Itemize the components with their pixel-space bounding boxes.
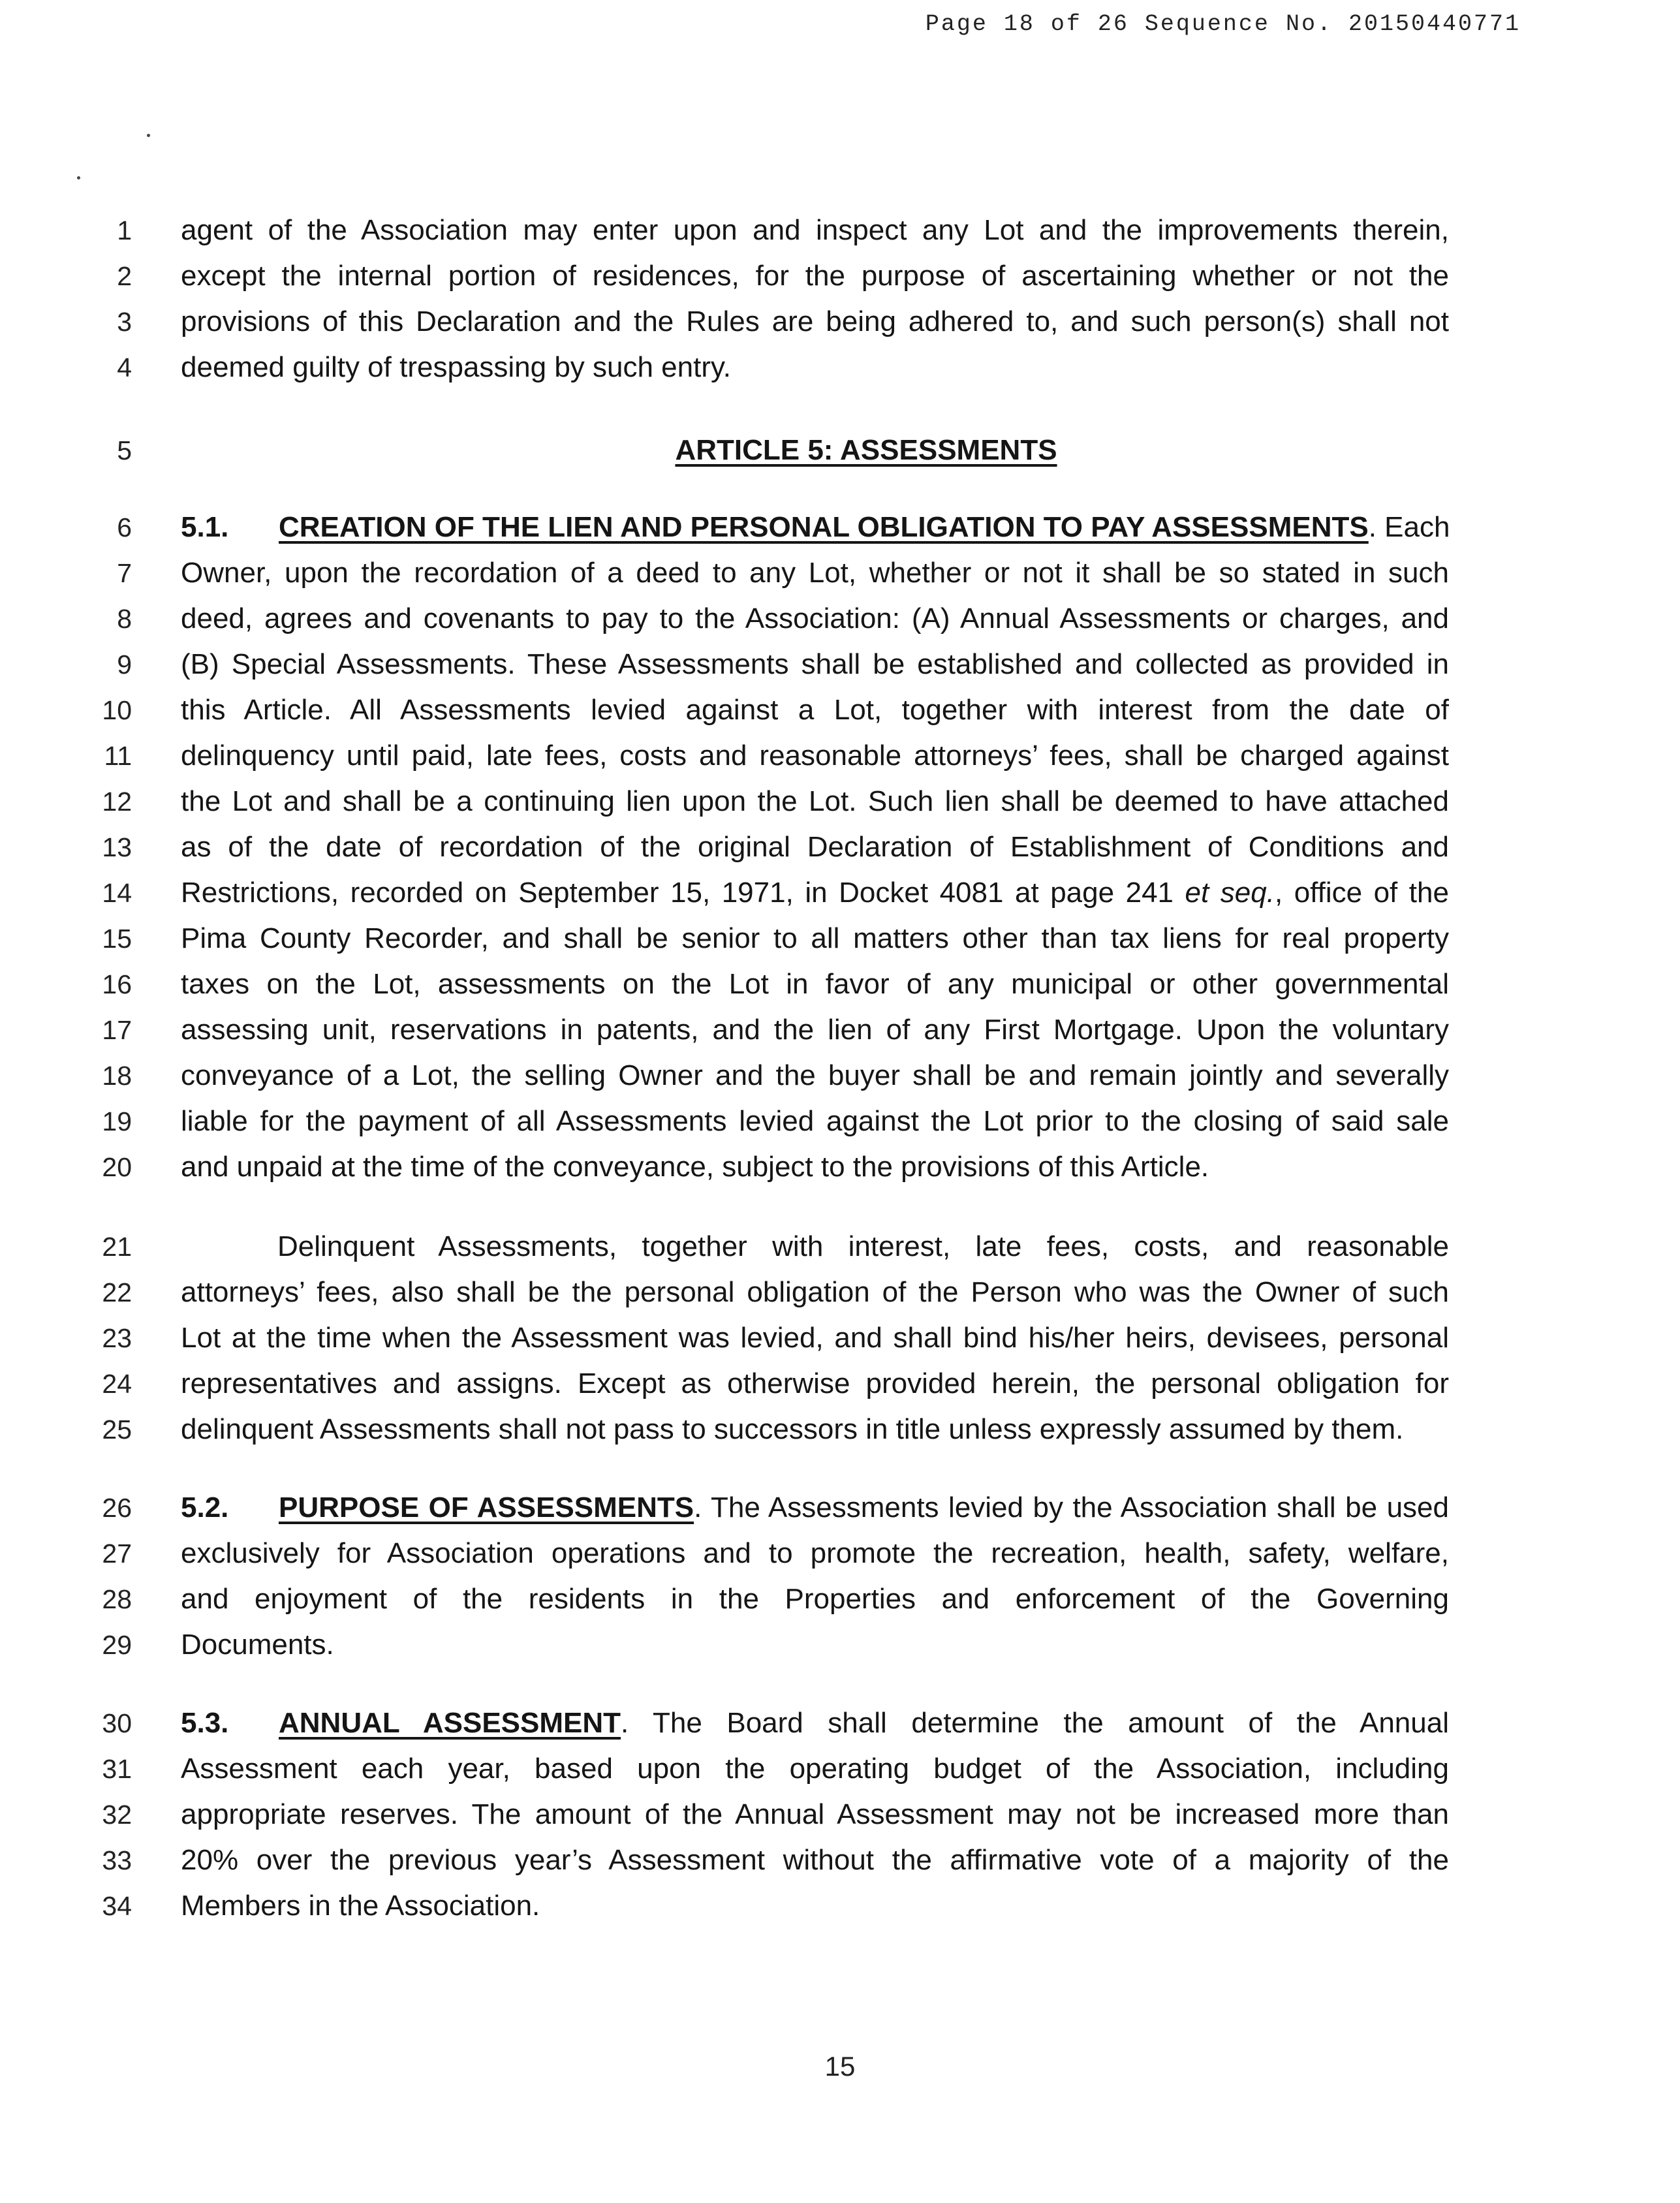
document-line [0, 1485, 1680, 1531]
line-text [181, 505, 1449, 550]
line-number: 23 [102, 1323, 132, 1353]
article-title: ARTICLE 5: ASSESSMENTS [675, 434, 1057, 466]
line-number: 24 [102, 1369, 132, 1399]
document-line [0, 1361, 1680, 1407]
line-number: 9 [117, 649, 132, 680]
line-number: 33 [102, 1845, 132, 1875]
line-number: 22 [102, 1277, 132, 1307]
line-number: 11 [104, 741, 132, 771]
document-line [0, 1407, 1680, 1452]
section-number: 5.3. [181, 1707, 229, 1739]
line-text [181, 1700, 1449, 1746]
line-number: 26 [102, 1493, 132, 1523]
line-text: agent of the Association may enter upon and inspect any Lot and the improvements therein, [181, 214, 1449, 246]
line-number: 20 [102, 1152, 132, 1182]
line-text: exclusively for Association operations and to promote the recreation, health, safety, welfare, [181, 1537, 1449, 1569]
section-text: . The Board shall determine the amount of the Annual [621, 1707, 1449, 1739]
line-text: representatives and assigns. Except as otherwise provided herein, the personal obligation for [181, 1367, 1449, 1399]
line-number: 25 [102, 1414, 132, 1445]
line-number: 21 [102, 1232, 132, 1262]
line-number: 18 [102, 1061, 132, 1091]
document-line [0, 870, 1680, 916]
document-line [0, 299, 1680, 345]
line-text [181, 1485, 1449, 1531]
document-line [0, 505, 1680, 550]
line-number: 14 [102, 878, 132, 908]
line-text: provisions of this Declaration and the Rules are being adhered to, and such person(s) shall not [181, 305, 1449, 337]
line-text: deed, agrees and covenants to pay to the Association: (A) Annual Assessments or charges, and [181, 602, 1449, 634]
document-line [0, 1144, 1680, 1190]
line-number: 8 [117, 604, 132, 634]
scan-speck [77, 176, 80, 180]
line-number: 1 [117, 215, 132, 245]
line-text: (B) Special Assessments. These Assessments shall be established and collected as provided in [181, 648, 1449, 680]
section-text: . The Assessments levied by the Association shall be used [694, 1492, 1449, 1523]
line-number: 29 [102, 1630, 132, 1660]
document-line [0, 1099, 1680, 1144]
document-line [0, 1576, 1680, 1622]
line-text: attorneys’ fees, also shall be the personal obligation of the Person who was the Owner of such [181, 1276, 1449, 1308]
section-number: 5.2. [181, 1492, 229, 1523]
line-text: Delinquent Assessments, together with interest, late fees, costs, and reasonable [277, 1230, 1449, 1262]
document-line [0, 916, 1680, 961]
line-number: 28 [102, 1584, 132, 1614]
line-text: 20% over the previous year’s Assessment without the affirmative vote of a majority of the [181, 1844, 1449, 1876]
document-line [0, 1053, 1680, 1099]
document-line [0, 596, 1680, 642]
line-text: appropriate reserves. The amount of the Annual Assessment may not be increased more than [181, 1798, 1449, 1830]
line-text: deemed guilty of trespassing by such entry. [181, 351, 731, 383]
line-text: delinquency until paid, late fees, costs and reasonable attorneys’ fees, shall be charged against [181, 740, 1449, 772]
line-number: 19 [102, 1106, 132, 1136]
line-number: 6 [117, 512, 132, 542]
line-text: the Lot and shall be a continuing lien upon the Lot. Such lien shall be deemed to have attached [181, 785, 1449, 817]
document-line [0, 824, 1680, 870]
line-text-part: Restrictions, recorded on September 15, 1971, in Docket 4081 at page 241 [181, 877, 1185, 909]
document-line [0, 208, 1680, 253]
line-number: 27 [102, 1539, 132, 1569]
document-line [0, 1270, 1680, 1315]
line-number: 4 [117, 352, 132, 383]
document-line [0, 345, 1680, 390]
section-text: . Each [1368, 511, 1450, 543]
line-number: 15 [102, 924, 132, 954]
line-text: Assessment each year, based upon the operating budget of the Association, including [181, 1753, 1449, 1785]
line-text: delinquent Assessments shall not pass to successors in title unless expressly assumed by them. [181, 1413, 1404, 1445]
document-line [0, 1531, 1680, 1576]
document-line [0, 961, 1680, 1007]
document-line [0, 1315, 1680, 1361]
line-number: 7 [117, 558, 132, 588]
document-line [0, 1007, 1680, 1053]
document-line [0, 1746, 1680, 1792]
document-line [0, 253, 1680, 299]
line-text: and unpaid at the time of the conveyance, subject to the provisions of this Article. [181, 1151, 1209, 1183]
document-line [0, 642, 1680, 687]
document-line [0, 1792, 1680, 1837]
document-line [0, 1837, 1680, 1883]
section-heading: PURPOSE OF ASSESSMENTS [279, 1492, 694, 1523]
line-text: Lot at the time when the Assessment was levied, and shall bind his/her heirs, devisees, personal [181, 1322, 1449, 1354]
line-number: 32 [102, 1800, 132, 1830]
line-number: 5 [117, 435, 132, 465]
line-text: as of the date of recordation of the original Declaration of Establishment of Conditions and [181, 831, 1449, 863]
line-text: except the internal portion of residences, for the purpose of ascertaining whether or not the [181, 260, 1449, 292]
line-text [181, 870, 1449, 916]
document-line [0, 1883, 1680, 1929]
line-text: Documents. [181, 1629, 334, 1661]
section-heading: CREATION OF THE LIEN AND PERSONAL OBLIGATION TO PAY ASSESSMENTS [279, 511, 1369, 543]
document-line [0, 687, 1680, 733]
document-line [0, 779, 1680, 824]
document-line [0, 1700, 1680, 1746]
line-text: Members in the Association. [181, 1890, 540, 1922]
line-number: 17 [102, 1015, 132, 1045]
document-line [0, 1622, 1680, 1668]
line-number: 34 [102, 1891, 132, 1921]
section-heading: ANNUAL ASSESSMENT [279, 1707, 621, 1739]
document-line [0, 550, 1680, 596]
section-number: 5.1. [181, 511, 229, 543]
line-text: and enjoyment of the residents in the Properties and enforcement of the Governing [181, 1583, 1449, 1615]
line-number: 16 [102, 969, 132, 999]
line-text: Owner, upon the recordation of a deed to any Lot, whether or not it shall be so stated in such [181, 557, 1449, 589]
page-header: Page 18 of 26 Sequence No. 20150440771 [925, 11, 1521, 37]
line-number: 2 [117, 261, 132, 291]
line-number: 31 [102, 1754, 132, 1784]
line-text: assessing unit, reservations in patents, and the lien of any First Mortgage. Upon the voluntary [181, 1014, 1449, 1046]
italic-citation: et seq. [1185, 877, 1275, 909]
line-number: 30 [102, 1708, 132, 1738]
scan-speck [147, 134, 150, 137]
document-line [0, 1224, 1680, 1270]
line-number: 3 [117, 307, 132, 337]
line-number: 10 [102, 695, 132, 725]
line-text: conveyance of a Lot, the selling Owner and the buyer shall be and remain jointly and severally [181, 1059, 1449, 1091]
line-text: this Article. All Assessments levied against a Lot, together with interest from the date of [181, 694, 1449, 726]
line-text: taxes on the Lot, assessments on the Lot in favor of any municipal or other governmental [181, 968, 1449, 1000]
line-text: Pima County Recorder, and shall be senior to all matters other than tax liens for real property [181, 922, 1449, 954]
line-text: liable for the payment of all Assessments levied against the Lot prior to the closing of said sale [181, 1105, 1449, 1137]
document-line [0, 733, 1680, 779]
line-text-part: , office of the [1274, 877, 1449, 909]
line-number: 13 [102, 832, 132, 862]
line-number: 12 [102, 787, 132, 817]
document-line [0, 428, 1680, 473]
page-number: 15 [824, 2051, 856, 2082]
